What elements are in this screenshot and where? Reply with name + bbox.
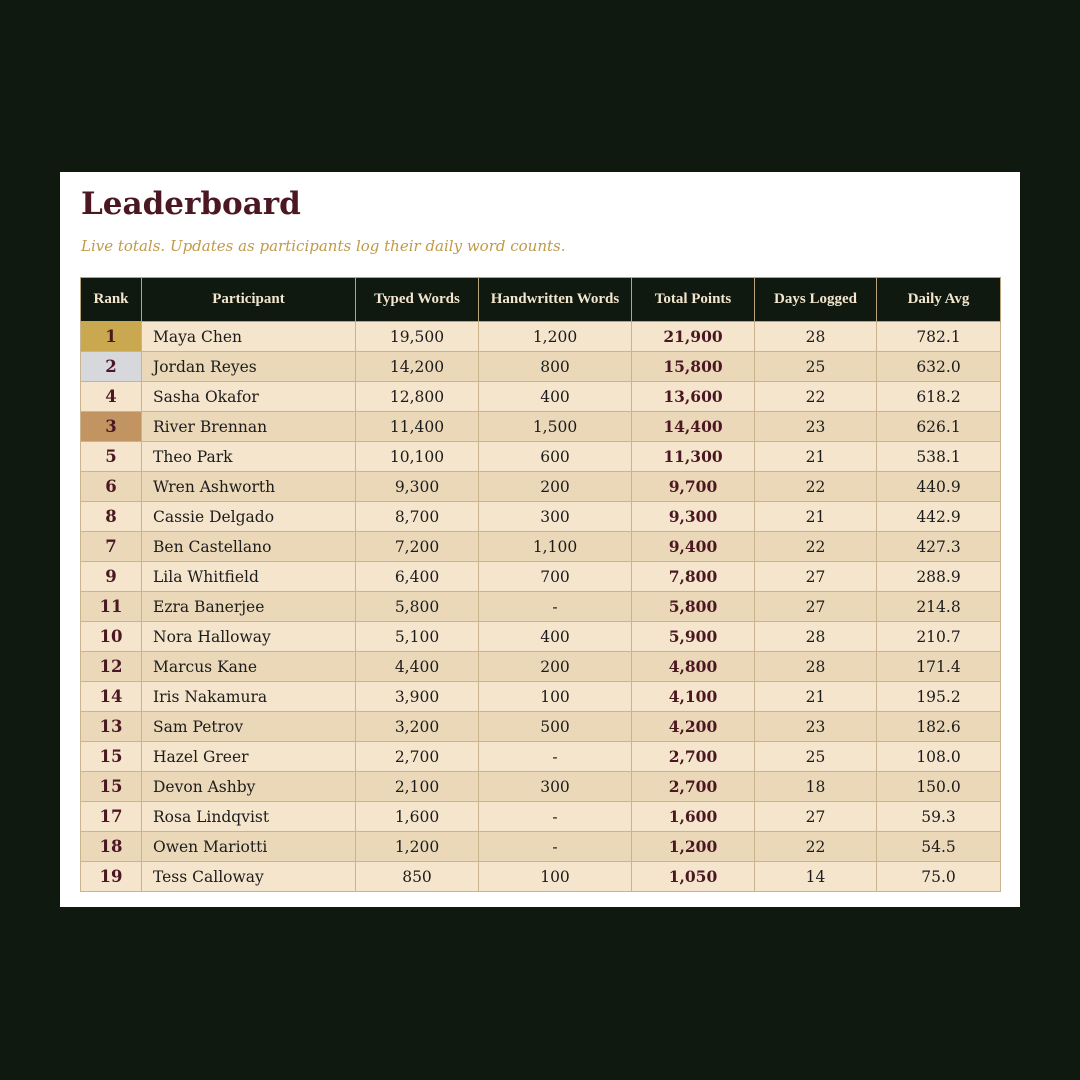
- days-logged-cell: 27: [755, 802, 877, 832]
- rank-cell: 7: [81, 532, 142, 562]
- days-logged-cell: 22: [755, 472, 877, 502]
- days-logged-cell: 27: [755, 562, 877, 592]
- total-points-cell: 9,300: [632, 502, 755, 532]
- participant-name: Hazel Greer: [142, 742, 356, 772]
- page-subtitle: Live totals. Updates as participants log their daily word counts.: [81, 237, 566, 255]
- days-logged-cell: 28: [755, 622, 877, 652]
- participant-name: Sam Petrov: [142, 712, 356, 742]
- days-logged-cell: 25: [755, 352, 877, 382]
- rank-cell: 1: [81, 322, 142, 352]
- handwritten-words-cell: 200: [479, 472, 632, 502]
- total-points-cell: 13,600: [632, 382, 755, 412]
- handwritten-words-cell: 700: [479, 562, 632, 592]
- column-header-daily-avg[interactable]: Daily Avg: [877, 278, 1001, 322]
- typed-words-cell: 5,100: [356, 622, 479, 652]
- typed-words-cell: 19,500: [356, 322, 479, 352]
- days-logged-cell: 25: [755, 742, 877, 772]
- handwritten-words-cell: -: [479, 832, 632, 862]
- typed-words-cell: 4,400: [356, 652, 479, 682]
- typed-words-cell: 2,100: [356, 772, 479, 802]
- column-header-handwritten-words[interactable]: Handwritten Words: [479, 278, 632, 322]
- typed-words-cell: 2,700: [356, 742, 479, 772]
- table-row[interactable]: [81, 502, 1001, 532]
- total-points-cell: 15,800: [632, 352, 755, 382]
- total-points-cell: 2,700: [632, 772, 755, 802]
- handwritten-words-cell: 800: [479, 352, 632, 382]
- typed-words-cell: 9,300: [356, 472, 479, 502]
- handwritten-words-cell: 600: [479, 442, 632, 472]
- total-points-cell: 9,700: [632, 472, 755, 502]
- daily-avg-cell: 195.2: [877, 682, 1001, 712]
- typed-words-cell: 1,600: [356, 802, 479, 832]
- table-row[interactable]: [81, 472, 1001, 502]
- handwritten-words-cell: 500: [479, 712, 632, 742]
- rank-cell: 10: [81, 622, 142, 652]
- days-logged-cell: 21: [755, 442, 877, 472]
- table-row[interactable]: [81, 862, 1001, 892]
- handwritten-words-cell: 400: [479, 622, 632, 652]
- handwritten-words-cell: 200: [479, 652, 632, 682]
- table-row[interactable]: [81, 592, 1001, 622]
- daily-avg-cell: 618.2: [877, 382, 1001, 412]
- leaderboard-table: [80, 277, 1001, 892]
- typed-words-cell: 7,200: [356, 532, 479, 562]
- daily-avg-cell: 214.8: [877, 592, 1001, 622]
- participant-name: Maya Chen: [142, 322, 356, 352]
- handwritten-words-cell: 400: [479, 382, 632, 412]
- table-row[interactable]: [81, 532, 1001, 562]
- leaderboard-card: [60, 172, 1020, 907]
- typed-words-cell: 3,900: [356, 682, 479, 712]
- rank-cell: 15: [81, 772, 142, 802]
- total-points-cell: 7,800: [632, 562, 755, 592]
- rank-cell: 19: [81, 862, 142, 892]
- days-logged-cell: 14: [755, 862, 877, 892]
- participant-name: Rosa Lindqvist: [142, 802, 356, 832]
- rank-cell: 5: [81, 442, 142, 472]
- daily-avg-cell: 182.6: [877, 712, 1001, 742]
- days-logged-cell: 21: [755, 502, 877, 532]
- daily-avg-cell: 626.1: [877, 412, 1001, 442]
- total-points-cell: 21,900: [632, 322, 755, 352]
- total-points-cell: 4,800: [632, 652, 755, 682]
- daily-avg-cell: 427.3: [877, 532, 1001, 562]
- participant-name: Marcus Kane: [142, 652, 356, 682]
- daily-avg-cell: 171.4: [877, 652, 1001, 682]
- handwritten-words-cell: -: [479, 742, 632, 772]
- daily-avg-cell: 108.0: [877, 742, 1001, 772]
- participant-name: Tess Calloway: [142, 862, 356, 892]
- table-row[interactable]: [81, 832, 1001, 862]
- table-row[interactable]: [81, 382, 1001, 412]
- participant-name: Wren Ashworth: [142, 472, 356, 502]
- table-row[interactable]: [81, 622, 1001, 652]
- handwritten-words-cell: 300: [479, 772, 632, 802]
- daily-avg-cell: 538.1: [877, 442, 1001, 472]
- daily-avg-cell: 54.5: [877, 832, 1001, 862]
- participant-name: River Brennan: [142, 412, 356, 442]
- table-row[interactable]: [81, 352, 1001, 382]
- daily-avg-cell: 442.9: [877, 502, 1001, 532]
- days-logged-cell: 22: [755, 382, 877, 412]
- total-points-cell: 4,200: [632, 712, 755, 742]
- handwritten-words-cell: 100: [479, 682, 632, 712]
- typed-words-cell: 8,700: [356, 502, 479, 532]
- typed-words-cell: 3,200: [356, 712, 479, 742]
- table-row[interactable]: [81, 712, 1001, 742]
- rank-cell: 2: [81, 352, 142, 382]
- typed-words-cell: 5,800: [356, 592, 479, 622]
- table-row[interactable]: [81, 442, 1001, 472]
- total-points-cell: 1,050: [632, 862, 755, 892]
- participant-name: Jordan Reyes: [142, 352, 356, 382]
- table-row[interactable]: [81, 772, 1001, 802]
- participant-name: Iris Nakamura: [142, 682, 356, 712]
- handwritten-words-cell: 300: [479, 502, 632, 532]
- total-points-cell: 14,400: [632, 412, 755, 442]
- handwritten-words-cell: 100: [479, 862, 632, 892]
- days-logged-cell: 28: [755, 652, 877, 682]
- total-points-cell: 5,900: [632, 622, 755, 652]
- table-row[interactable]: [81, 322, 1001, 352]
- days-logged-cell: 21: [755, 682, 877, 712]
- typed-words-cell: 12,800: [356, 382, 479, 412]
- rank-cell: 8: [81, 502, 142, 532]
- handwritten-words-cell: 1,200: [479, 322, 632, 352]
- rank-cell: 4: [81, 382, 142, 412]
- handwritten-words-cell: -: [479, 592, 632, 622]
- rank-cell: 13: [81, 712, 142, 742]
- days-logged-cell: 23: [755, 712, 877, 742]
- rank-cell: 3: [81, 412, 142, 442]
- participant-name: Devon Ashby: [142, 772, 356, 802]
- leaderboard-rows: [81, 322, 1001, 892]
- rank-cell: 11: [81, 592, 142, 622]
- participant-name: Theo Park: [142, 442, 356, 472]
- rank-cell: 6: [81, 472, 142, 502]
- table-header-row: [81, 278, 1001, 322]
- total-points-cell: 2,700: [632, 742, 755, 772]
- handwritten-words-cell: -: [479, 802, 632, 832]
- table-row[interactable]: [81, 682, 1001, 712]
- rank-cell: 12: [81, 652, 142, 682]
- table-row[interactable]: [81, 802, 1001, 832]
- daily-avg-cell: 75.0: [877, 862, 1001, 892]
- days-logged-cell: 18: [755, 772, 877, 802]
- participant-name: Owen Mariotti: [142, 832, 356, 862]
- handwritten-words-cell: 1,100: [479, 532, 632, 562]
- days-logged-cell: 22: [755, 832, 877, 862]
- page-title: Leaderboard: [81, 186, 301, 222]
- total-points-cell: 5,800: [632, 592, 755, 622]
- column-header-days-logged[interactable]: Days Logged: [755, 278, 877, 322]
- daily-avg-cell: 782.1: [877, 322, 1001, 352]
- daily-avg-cell: 210.7: [877, 622, 1001, 652]
- daily-avg-cell: 632.0: [877, 352, 1001, 382]
- rank-cell: 18: [81, 832, 142, 862]
- daily-avg-cell: 288.9: [877, 562, 1001, 592]
- table-row[interactable]: [81, 412, 1001, 442]
- participant-name: Nora Halloway: [142, 622, 356, 652]
- table-row[interactable]: [81, 562, 1001, 592]
- days-logged-cell: 27: [755, 592, 877, 622]
- typed-words-cell: 1,200: [356, 832, 479, 862]
- typed-words-cell: 14,200: [356, 352, 479, 382]
- rank-cell: 15: [81, 742, 142, 772]
- participant-name: Lila Whitfield: [142, 562, 356, 592]
- handwritten-words-cell: 1,500: [479, 412, 632, 442]
- days-logged-cell: 23: [755, 412, 877, 442]
- daily-avg-cell: 150.0: [877, 772, 1001, 802]
- participant-name: Cassie Delgado: [142, 502, 356, 532]
- rank-cell: 17: [81, 802, 142, 832]
- total-points-cell: 1,600: [632, 802, 755, 832]
- column-header-participant[interactable]: Participant: [142, 278, 356, 322]
- rank-cell: 14: [81, 682, 142, 712]
- typed-words-cell: 10,100: [356, 442, 479, 472]
- table-row[interactable]: [81, 742, 1001, 772]
- total-points-cell: 1,200: [632, 832, 755, 862]
- table-row[interactable]: [81, 652, 1001, 682]
- days-logged-cell: 22: [755, 532, 877, 562]
- daily-avg-cell: 59.3: [877, 802, 1001, 832]
- total-points-cell: 11,300: [632, 442, 755, 472]
- typed-words-cell: 6,400: [356, 562, 479, 592]
- days-logged-cell: 28: [755, 322, 877, 352]
- column-header-total-points[interactable]: Total Points: [632, 278, 755, 322]
- participant-name: Ezra Banerjee: [142, 592, 356, 622]
- total-points-cell: 4,100: [632, 682, 755, 712]
- column-header-rank[interactable]: Rank: [81, 278, 142, 322]
- participant-name: Sasha Okafor: [142, 382, 356, 412]
- total-points-cell: 9,400: [632, 532, 755, 562]
- rank-cell: 9: [81, 562, 142, 592]
- participant-name: Ben Castellano: [142, 532, 356, 562]
- daily-avg-cell: 440.9: [877, 472, 1001, 502]
- typed-words-cell: 850: [356, 862, 479, 892]
- column-header-typed-words[interactable]: Typed Words: [356, 278, 479, 322]
- typed-words-cell: 11,400: [356, 412, 479, 442]
